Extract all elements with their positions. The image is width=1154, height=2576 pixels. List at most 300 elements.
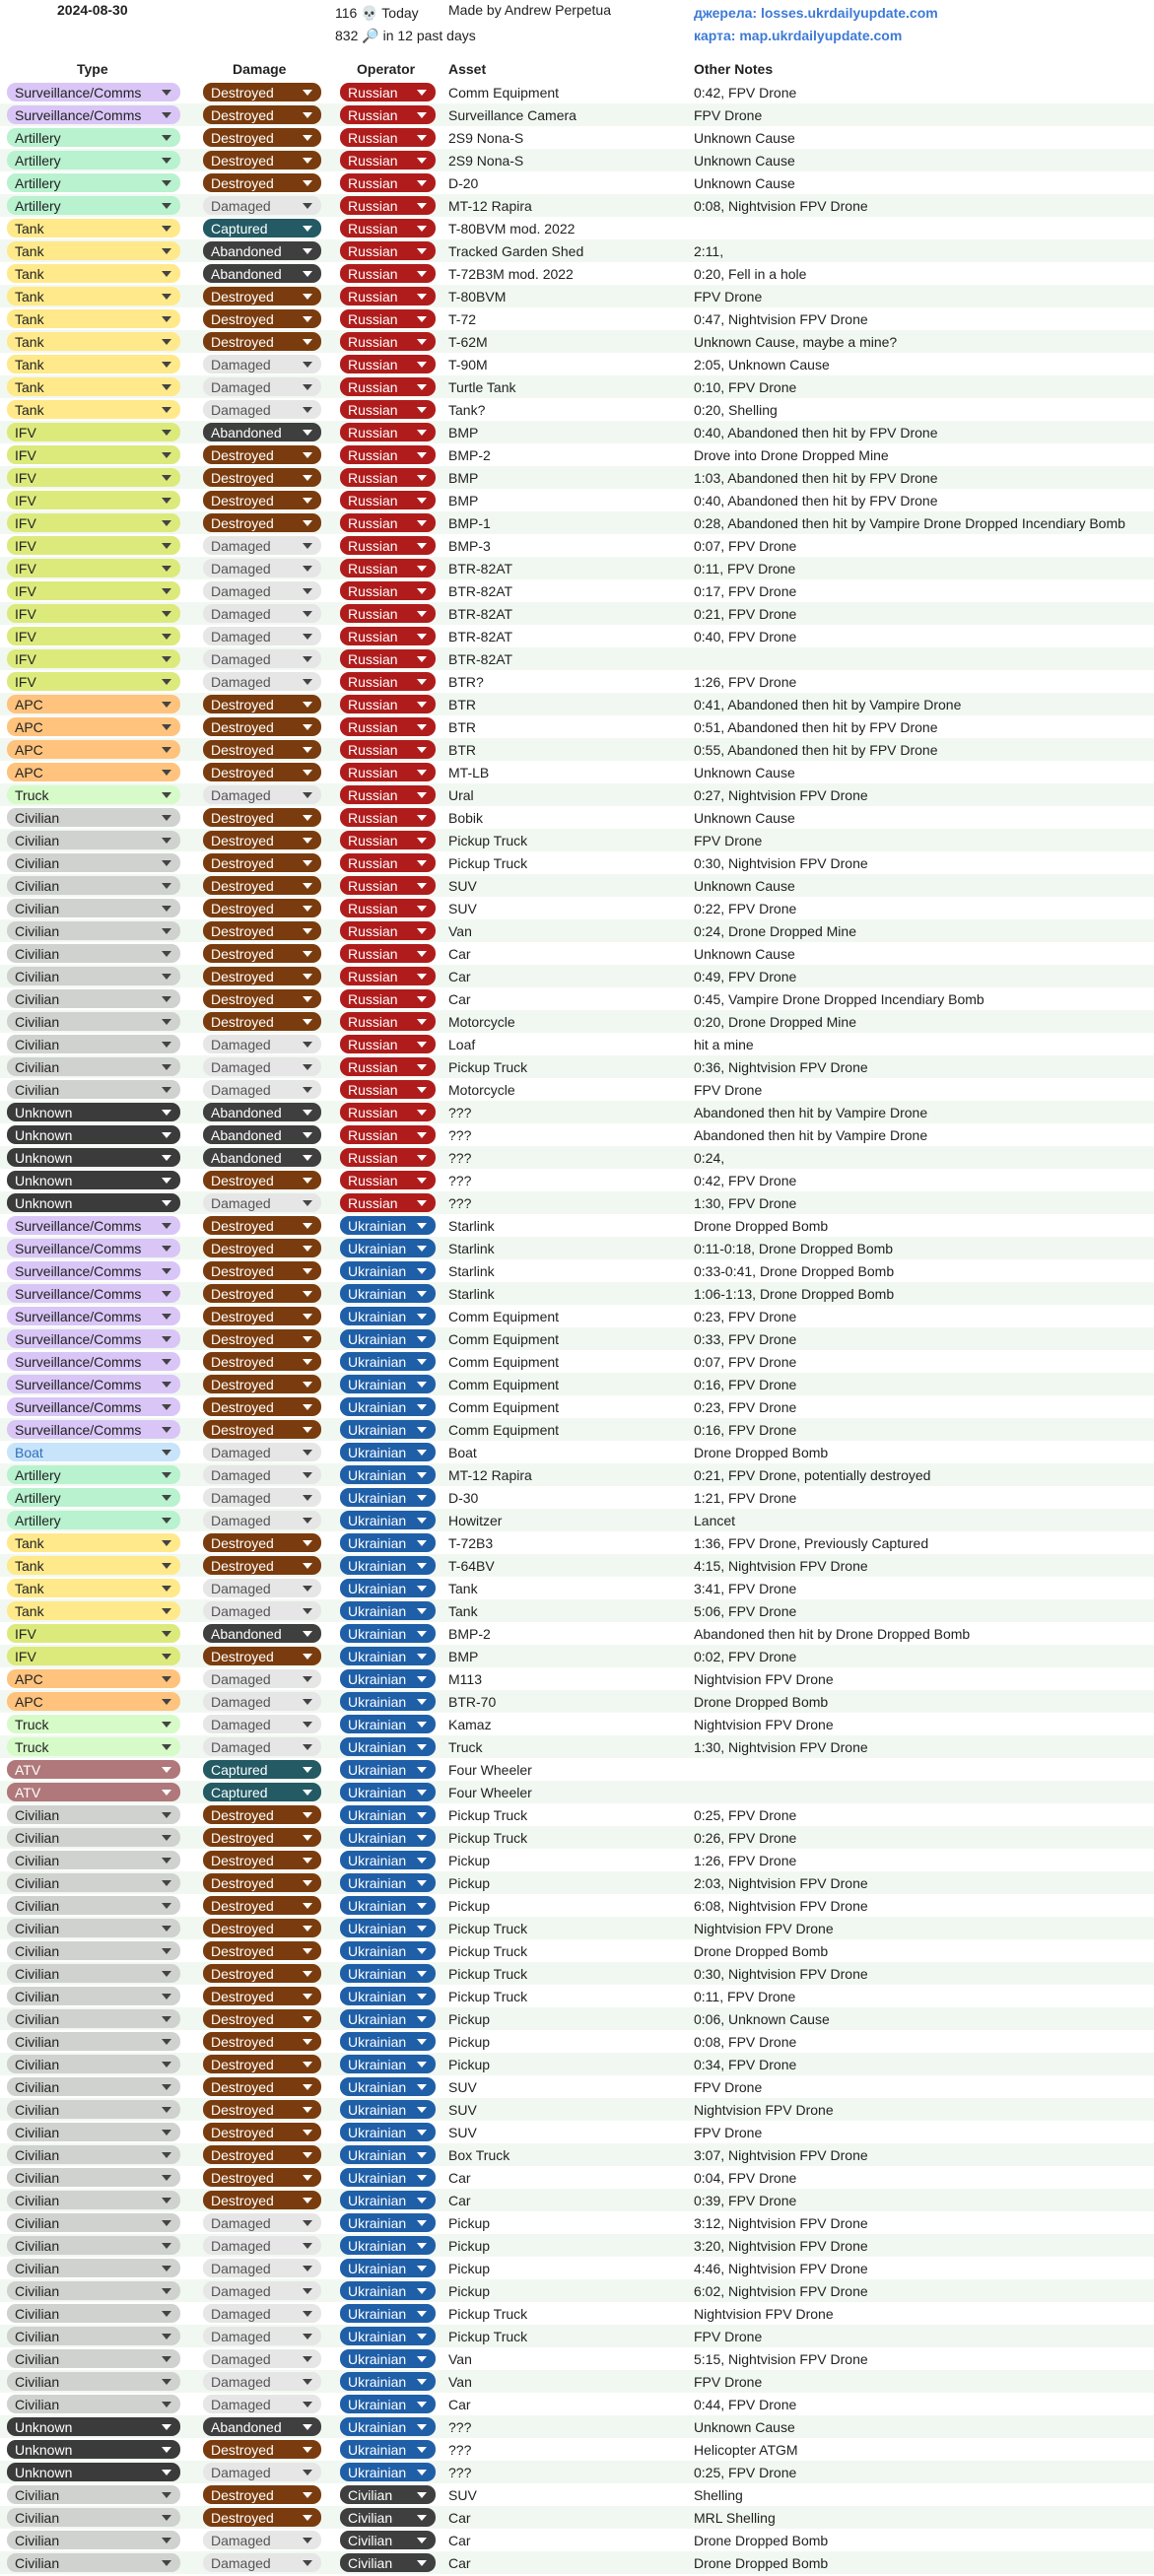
- type-select[interactable]: Surveillance/Comms: [7, 1420, 180, 1439]
- operator-select[interactable]: Russian: [340, 559, 436, 577]
- type-select[interactable]: Civilian: [7, 2531, 180, 2549]
- damage-select[interactable]: Destroyed: [203, 808, 321, 827]
- damage-select[interactable]: Damaged: [203, 581, 321, 600]
- type-select[interactable]: Unknown: [7, 1171, 180, 1189]
- operator-select[interactable]: Russian: [340, 83, 436, 102]
- type-select[interactable]: Surveillance/Comms: [7, 105, 180, 124]
- type-select[interactable]: Surveillance/Comms: [7, 1375, 180, 1393]
- operator-select[interactable]: Ukrainian: [340, 1284, 436, 1303]
- operator-select[interactable]: Ukrainian: [340, 2168, 436, 2187]
- damage-select[interactable]: Damaged: [203, 2463, 321, 2481]
- damage-select[interactable]: Damaged: [203, 1511, 321, 1529]
- type-select[interactable]: Civilian: [7, 1012, 180, 1031]
- damage-select[interactable]: Damaged: [203, 1692, 321, 1711]
- type-select[interactable]: Civilian: [7, 2327, 180, 2345]
- operator-select[interactable]: Russian: [340, 1148, 436, 1167]
- damage-select[interactable]: Damaged: [203, 1193, 321, 1212]
- operator-select[interactable]: Ukrainian: [340, 1624, 436, 1643]
- damage-select[interactable]: Damaged: [203, 1737, 321, 1756]
- type-select[interactable]: APC: [7, 1669, 180, 1688]
- damage-select[interactable]: Destroyed: [203, 967, 321, 985]
- damage-select[interactable]: Destroyed: [203, 853, 321, 872]
- damage-select[interactable]: Damaged: [203, 1080, 321, 1099]
- operator-select[interactable]: Civilian: [340, 2508, 436, 2527]
- operator-select[interactable]: Ukrainian: [340, 1805, 436, 1824]
- damage-select[interactable]: Destroyed: [203, 717, 321, 736]
- operator-select[interactable]: Russian: [340, 581, 436, 600]
- operator-select[interactable]: Russian: [340, 853, 436, 872]
- damage-select[interactable]: Damaged: [203, 377, 321, 396]
- damage-select[interactable]: Destroyed: [203, 105, 321, 124]
- operator-select[interactable]: Russian: [340, 196, 436, 215]
- operator-select[interactable]: Russian: [340, 921, 436, 940]
- type-select[interactable]: Civilian: [7, 921, 180, 940]
- operator-select[interactable]: Russian: [340, 241, 436, 260]
- operator-select[interactable]: Ukrainian: [340, 1261, 436, 1280]
- damage-select[interactable]: Damaged: [203, 649, 321, 668]
- operator-select[interactable]: Ukrainian: [340, 2327, 436, 2345]
- damage-select[interactable]: Damaged: [203, 2553, 321, 2572]
- operator-select[interactable]: Russian: [340, 649, 436, 668]
- type-select[interactable]: IFV: [7, 672, 180, 691]
- type-select[interactable]: Civilian: [7, 831, 180, 849]
- type-select[interactable]: Tank: [7, 332, 180, 351]
- type-select[interactable]: Civilian: [7, 876, 180, 895]
- type-select[interactable]: Artillery: [7, 128, 180, 147]
- type-select[interactable]: Artillery: [7, 173, 180, 192]
- type-select[interactable]: Civilian: [7, 1851, 180, 1869]
- operator-select[interactable]: Ukrainian: [340, 2281, 436, 2300]
- type-select[interactable]: Artillery: [7, 1511, 180, 1529]
- operator-select[interactable]: Ukrainian: [340, 1737, 436, 1756]
- type-select[interactable]: Civilian: [7, 1987, 180, 2005]
- type-select[interactable]: Civilian: [7, 2145, 180, 2164]
- operator-select[interactable]: Ukrainian: [340, 1307, 436, 1325]
- damage-select[interactable]: Destroyed: [203, 921, 321, 940]
- operator-select[interactable]: Ukrainian: [340, 1556, 436, 1575]
- operator-select[interactable]: Russian: [340, 400, 436, 419]
- type-select[interactable]: Unknown: [7, 2417, 180, 2436]
- operator-select[interactable]: Ukrainian: [340, 1987, 436, 2005]
- damage-select[interactable]: Destroyed: [203, 1987, 321, 2005]
- type-select[interactable]: Truck: [7, 785, 180, 804]
- damage-select[interactable]: Captured: [203, 219, 321, 237]
- type-select[interactable]: Civilian: [7, 2009, 180, 2028]
- type-select[interactable]: Unknown: [7, 1148, 180, 1167]
- damage-select[interactable]: Damaged: [203, 672, 321, 691]
- damage-select[interactable]: Destroyed: [203, 876, 321, 895]
- type-select[interactable]: Civilian: [7, 1035, 180, 1053]
- operator-select[interactable]: Ukrainian: [340, 1692, 436, 1711]
- operator-select[interactable]: Ukrainian: [340, 1783, 436, 1801]
- damage-select[interactable]: Damaged: [203, 2259, 321, 2277]
- damage-select[interactable]: Destroyed: [203, 128, 321, 147]
- damage-select[interactable]: Destroyed: [203, 944, 321, 963]
- type-select[interactable]: Unknown: [7, 2463, 180, 2481]
- type-select[interactable]: Civilian: [7, 2213, 180, 2232]
- type-select[interactable]: Civilian: [7, 2077, 180, 2096]
- damage-select[interactable]: Abandoned: [203, 2417, 321, 2436]
- operator-select[interactable]: Russian: [340, 967, 436, 985]
- operator-select[interactable]: Ukrainian: [340, 2123, 436, 2141]
- type-select[interactable]: Civilian: [7, 1896, 180, 1915]
- type-select[interactable]: APC: [7, 1692, 180, 1711]
- type-select[interactable]: Artillery: [7, 151, 180, 169]
- type-select[interactable]: Surveillance/Comms: [7, 1261, 180, 1280]
- operator-select[interactable]: Russian: [340, 1125, 436, 1144]
- operator-select[interactable]: Ukrainian: [340, 1647, 436, 1665]
- operator-select[interactable]: Russian: [340, 785, 436, 804]
- type-select[interactable]: Civilian: [7, 1964, 180, 1983]
- type-select[interactable]: Civilian: [7, 2485, 180, 2504]
- type-select[interactable]: Civilian: [7, 853, 180, 872]
- damage-select[interactable]: Destroyed: [203, 1919, 321, 1937]
- operator-select[interactable]: Ukrainian: [340, 1239, 436, 1257]
- damage-select[interactable]: Destroyed: [203, 151, 321, 169]
- damage-select[interactable]: Destroyed: [203, 468, 321, 487]
- damage-select[interactable]: Destroyed: [203, 491, 321, 509]
- type-select[interactable]: Tank: [7, 219, 180, 237]
- operator-select[interactable]: Russian: [340, 377, 436, 396]
- operator-select[interactable]: Ukrainian: [340, 2463, 436, 2481]
- type-select[interactable]: IFV: [7, 513, 180, 532]
- damage-select[interactable]: Destroyed: [203, 1647, 321, 1665]
- type-select[interactable]: Surveillance/Comms: [7, 1397, 180, 1416]
- type-select[interactable]: Civilian: [7, 2236, 180, 2255]
- damage-select[interactable]: Damaged: [203, 1488, 321, 1507]
- damage-select[interactable]: Damaged: [203, 1715, 321, 1733]
- type-select[interactable]: Tank: [7, 377, 180, 396]
- operator-select[interactable]: Russian: [340, 105, 436, 124]
- type-select[interactable]: Surveillance/Comms: [7, 1307, 180, 1325]
- operator-select[interactable]: Ukrainian: [340, 1896, 436, 1915]
- type-select[interactable]: Tank: [7, 241, 180, 260]
- operator-select[interactable]: Russian: [340, 423, 436, 441]
- damage-select[interactable]: Abandoned: [203, 1125, 321, 1144]
- damage-select[interactable]: Destroyed: [203, 2191, 321, 2209]
- damage-select[interactable]: Damaged: [203, 2213, 321, 2232]
- damage-select[interactable]: Damaged: [203, 1601, 321, 1620]
- operator-select[interactable]: Russian: [340, 604, 436, 623]
- type-select[interactable]: Tank: [7, 1601, 180, 1620]
- operator-select[interactable]: Russian: [340, 1035, 436, 1053]
- type-select[interactable]: Civilian: [7, 2508, 180, 2527]
- damage-select[interactable]: Destroyed: [203, 1533, 321, 1552]
- operator-select[interactable]: Russian: [340, 287, 436, 305]
- operator-select[interactable]: Russian: [340, 899, 436, 917]
- operator-select[interactable]: Ukrainian: [340, 1488, 436, 1507]
- operator-select[interactable]: Russian: [340, 1103, 436, 1121]
- damage-select[interactable]: Destroyed: [203, 1375, 321, 1393]
- operator-select[interactable]: Ukrainian: [340, 2304, 436, 2323]
- operator-select[interactable]: Russian: [340, 1080, 436, 1099]
- damage-select[interactable]: Destroyed: [203, 1397, 321, 1416]
- damage-select[interactable]: Destroyed: [203, 1012, 321, 1031]
- operator-select[interactable]: Ukrainian: [340, 2145, 436, 2164]
- operator-select[interactable]: Russian: [340, 1057, 436, 1076]
- type-select[interactable]: ATV: [7, 1760, 180, 1779]
- type-select[interactable]: IFV: [7, 536, 180, 555]
- type-select[interactable]: IFV: [7, 468, 180, 487]
- damage-select[interactable]: Destroyed: [203, 695, 321, 713]
- operator-select[interactable]: Russian: [340, 536, 436, 555]
- operator-select[interactable]: Ukrainian: [340, 2395, 436, 2413]
- type-select[interactable]: IFV: [7, 559, 180, 577]
- damage-select[interactable]: Damaged: [203, 2372, 321, 2391]
- type-select[interactable]: Civilian: [7, 2281, 180, 2300]
- type-select[interactable]: Civilian: [7, 2553, 180, 2572]
- type-select[interactable]: Civilian: [7, 1080, 180, 1099]
- damage-select[interactable]: Destroyed: [203, 2508, 321, 2527]
- damage-select[interactable]: Destroyed: [203, 740, 321, 759]
- damage-select[interactable]: Destroyed: [203, 1239, 321, 1257]
- type-select[interactable]: Boat: [7, 1443, 180, 1461]
- type-select[interactable]: Civilian: [7, 2168, 180, 2187]
- damage-select[interactable]: Destroyed: [203, 2055, 321, 2073]
- operator-select[interactable]: Ukrainian: [340, 2372, 436, 2391]
- type-select[interactable]: Civilian: [7, 2055, 180, 2073]
- operator-select[interactable]: Ukrainian: [340, 1851, 436, 1869]
- damage-select[interactable]: Damaged: [203, 627, 321, 645]
- type-select[interactable]: IFV: [7, 627, 180, 645]
- damage-select[interactable]: Damaged: [203, 1669, 321, 1688]
- damage-select[interactable]: Captured: [203, 1783, 321, 1801]
- operator-select[interactable]: Russian: [340, 513, 436, 532]
- damage-select[interactable]: Destroyed: [203, 2145, 321, 2164]
- damage-select[interactable]: Destroyed: [203, 1941, 321, 1960]
- operator-select[interactable]: Russian: [340, 627, 436, 645]
- damage-select[interactable]: Destroyed: [203, 1284, 321, 1303]
- type-select[interactable]: Civilian: [7, 1805, 180, 1824]
- damage-select[interactable]: Damaged: [203, 1035, 321, 1053]
- damage-select[interactable]: Damaged: [203, 604, 321, 623]
- operator-select[interactable]: Ukrainian: [340, 1715, 436, 1733]
- damage-select[interactable]: Damaged: [203, 2327, 321, 2345]
- operator-select[interactable]: Russian: [340, 128, 436, 147]
- damage-select[interactable]: Destroyed: [203, 1873, 321, 1892]
- operator-select[interactable]: Russian: [340, 695, 436, 713]
- damage-select[interactable]: Destroyed: [203, 513, 321, 532]
- type-select[interactable]: IFV: [7, 445, 180, 464]
- operator-select[interactable]: Ukrainian: [340, 1760, 436, 1779]
- type-select[interactable]: Truck: [7, 1737, 180, 1756]
- operator-select[interactable]: Russian: [340, 355, 436, 373]
- type-select[interactable]: Civilian: [7, 899, 180, 917]
- type-select[interactable]: Civilian: [7, 1873, 180, 1892]
- damage-select[interactable]: Damaged: [203, 1057, 321, 1076]
- operator-select[interactable]: Ukrainian: [340, 2236, 436, 2255]
- operator-select[interactable]: Russian: [340, 717, 436, 736]
- damage-select[interactable]: Destroyed: [203, 1851, 321, 1869]
- type-select[interactable]: IFV: [7, 1624, 180, 1643]
- type-select[interactable]: Unknown: [7, 1125, 180, 1144]
- damage-select[interactable]: Destroyed: [203, 1964, 321, 1983]
- type-select[interactable]: Tank: [7, 1533, 180, 1552]
- damage-select[interactable]: Damaged: [203, 400, 321, 419]
- damage-select[interactable]: Destroyed: [203, 989, 321, 1008]
- operator-select[interactable]: Ukrainian: [340, 1352, 436, 1371]
- type-select[interactable]: Artillery: [7, 1488, 180, 1507]
- type-select[interactable]: IFV: [7, 649, 180, 668]
- type-select[interactable]: Surveillance/Comms: [7, 83, 180, 102]
- operator-select[interactable]: Ukrainian: [340, 1828, 436, 1847]
- damage-select[interactable]: Destroyed: [203, 1171, 321, 1189]
- type-select[interactable]: Civilian: [7, 967, 180, 985]
- type-select[interactable]: Civilian: [7, 1919, 180, 1937]
- damage-select[interactable]: Destroyed: [203, 1420, 321, 1439]
- operator-select[interactable]: Civilian: [340, 2553, 436, 2572]
- operator-select[interactable]: Russian: [340, 672, 436, 691]
- operator-select[interactable]: Russian: [340, 740, 436, 759]
- operator-select[interactable]: Ukrainian: [340, 1579, 436, 1597]
- operator-select[interactable]: Ukrainian: [340, 1329, 436, 1348]
- losses-link[interactable]: джерела: losses.ukrdailyupdate.com: [694, 5, 938, 21]
- type-select[interactable]: Surveillance/Comms: [7, 1329, 180, 1348]
- operator-select[interactable]: Russian: [340, 445, 436, 464]
- operator-select[interactable]: Ukrainian: [340, 1669, 436, 1688]
- operator-select[interactable]: Russian: [340, 219, 436, 237]
- damage-select[interactable]: Captured: [203, 1760, 321, 1779]
- operator-select[interactable]: Russian: [340, 876, 436, 895]
- type-select[interactable]: APC: [7, 717, 180, 736]
- operator-select[interactable]: Civilian: [340, 2485, 436, 2504]
- damage-select[interactable]: Destroyed: [203, 1329, 321, 1348]
- operator-select[interactable]: Russian: [340, 491, 436, 509]
- type-select[interactable]: Civilian: [7, 944, 180, 963]
- type-select[interactable]: Civilian: [7, 989, 180, 1008]
- type-select[interactable]: Civilian: [7, 2100, 180, 2119]
- operator-select[interactable]: Russian: [340, 1012, 436, 1031]
- type-select[interactable]: Tank: [7, 1556, 180, 1575]
- operator-select[interactable]: Ukrainian: [340, 1216, 436, 1235]
- damage-select[interactable]: Destroyed: [203, 173, 321, 192]
- damage-select[interactable]: Damaged: [203, 2531, 321, 2549]
- type-select[interactable]: Tank: [7, 1579, 180, 1597]
- type-select[interactable]: Unknown: [7, 1103, 180, 1121]
- damage-select[interactable]: Damaged: [203, 2236, 321, 2255]
- damage-select[interactable]: Destroyed: [203, 309, 321, 328]
- type-select[interactable]: Tank: [7, 355, 180, 373]
- damage-select[interactable]: Damaged: [203, 2281, 321, 2300]
- type-select[interactable]: Unknown: [7, 2440, 180, 2459]
- damage-select[interactable]: Abandoned: [203, 264, 321, 283]
- type-select[interactable]: Civilian: [7, 2123, 180, 2141]
- operator-select[interactable]: Ukrainian: [340, 2055, 436, 2073]
- operator-select[interactable]: Russian: [340, 808, 436, 827]
- operator-select[interactable]: Russian: [340, 468, 436, 487]
- type-select[interactable]: APC: [7, 763, 180, 781]
- type-select[interactable]: Artillery: [7, 1465, 180, 1484]
- damage-select[interactable]: Damaged: [203, 559, 321, 577]
- damage-select[interactable]: Destroyed: [203, 2440, 321, 2459]
- damage-select[interactable]: Damaged: [203, 1579, 321, 1597]
- operator-select[interactable]: Ukrainian: [340, 1443, 436, 1461]
- damage-select[interactable]: Abandoned: [203, 241, 321, 260]
- operator-select[interactable]: Ukrainian: [340, 2100, 436, 2119]
- type-select[interactable]: Civilian: [7, 808, 180, 827]
- type-select[interactable]: IFV: [7, 604, 180, 623]
- damage-select[interactable]: Abandoned: [203, 1624, 321, 1643]
- operator-select[interactable]: Russian: [340, 309, 436, 328]
- type-select[interactable]: Artillery: [7, 196, 180, 215]
- type-select[interactable]: Surveillance/Comms: [7, 1216, 180, 1235]
- operator-select[interactable]: Ukrainian: [340, 2077, 436, 2096]
- damage-select[interactable]: Destroyed: [203, 1261, 321, 1280]
- damage-select[interactable]: Destroyed: [203, 445, 321, 464]
- damage-select[interactable]: Destroyed: [203, 1805, 321, 1824]
- damage-select[interactable]: Damaged: [203, 1443, 321, 1461]
- type-select[interactable]: Truck: [7, 1715, 180, 1733]
- operator-select[interactable]: Ukrainian: [340, 1397, 436, 1416]
- operator-select[interactable]: Ukrainian: [340, 1375, 436, 1393]
- type-select[interactable]: IFV: [7, 491, 180, 509]
- type-select[interactable]: IFV: [7, 581, 180, 600]
- type-select[interactable]: Civilian: [7, 2259, 180, 2277]
- operator-select[interactable]: Ukrainian: [340, 1533, 436, 1552]
- type-select[interactable]: APC: [7, 695, 180, 713]
- type-select[interactable]: Civilian: [7, 2191, 180, 2209]
- operator-select[interactable]: Ukrainian: [340, 2009, 436, 2028]
- damage-select[interactable]: Destroyed: [203, 763, 321, 781]
- operator-select[interactable]: Ukrainian: [340, 2032, 436, 2051]
- type-select[interactable]: Surveillance/Comms: [7, 1239, 180, 1257]
- operator-select[interactable]: Civilian: [340, 2531, 436, 2549]
- operator-select[interactable]: Ukrainian: [340, 1873, 436, 1892]
- damage-select[interactable]: Destroyed: [203, 1828, 321, 1847]
- type-select[interactable]: Civilian: [7, 2349, 180, 2368]
- type-select[interactable]: Tank: [7, 287, 180, 305]
- operator-select[interactable]: Ukrainian: [340, 1601, 436, 1620]
- damage-select[interactable]: Destroyed: [203, 2009, 321, 2028]
- operator-select[interactable]: Ukrainian: [340, 2349, 436, 2368]
- type-select[interactable]: IFV: [7, 1647, 180, 1665]
- type-select[interactable]: Civilian: [7, 1057, 180, 1076]
- type-select[interactable]: ATV: [7, 1783, 180, 1801]
- damage-select[interactable]: Destroyed: [203, 2100, 321, 2119]
- operator-select[interactable]: Ukrainian: [340, 2213, 436, 2232]
- operator-select[interactable]: Ukrainian: [340, 2440, 436, 2459]
- operator-select[interactable]: Ukrainian: [340, 1511, 436, 1529]
- damage-select[interactable]: Destroyed: [203, 1352, 321, 1371]
- damage-select[interactable]: Destroyed: [203, 2032, 321, 2051]
- type-select[interactable]: Tank: [7, 309, 180, 328]
- damage-select[interactable]: Destroyed: [203, 2123, 321, 2141]
- operator-select[interactable]: Ukrainian: [340, 2191, 436, 2209]
- operator-select[interactable]: Russian: [340, 1171, 436, 1189]
- damage-select[interactable]: Destroyed: [203, 2168, 321, 2187]
- operator-select[interactable]: Russian: [340, 173, 436, 192]
- type-select[interactable]: Civilian: [7, 1828, 180, 1847]
- operator-select[interactable]: Ukrainian: [340, 1964, 436, 1983]
- damage-select[interactable]: Destroyed: [203, 83, 321, 102]
- type-select[interactable]: Civilian: [7, 2032, 180, 2051]
- type-select[interactable]: Civilian: [7, 2395, 180, 2413]
- type-select[interactable]: Surveillance/Comms: [7, 1352, 180, 1371]
- operator-select[interactable]: Ukrainian: [340, 1919, 436, 1937]
- operator-select[interactable]: Russian: [340, 944, 436, 963]
- operator-select[interactable]: Ukrainian: [340, 2417, 436, 2436]
- damage-select[interactable]: Destroyed: [203, 1556, 321, 1575]
- operator-select[interactable]: Ukrainian: [340, 1941, 436, 1960]
- damage-select[interactable]: Abandoned: [203, 423, 321, 441]
- damage-select[interactable]: Damaged: [203, 2304, 321, 2323]
- operator-select[interactable]: Russian: [340, 264, 436, 283]
- operator-select[interactable]: Russian: [340, 1193, 436, 1212]
- type-select[interactable]: Surveillance/Comms: [7, 1284, 180, 1303]
- operator-select[interactable]: Russian: [340, 332, 436, 351]
- damage-select[interactable]: Damaged: [203, 2349, 321, 2368]
- operator-select[interactable]: Russian: [340, 151, 436, 169]
